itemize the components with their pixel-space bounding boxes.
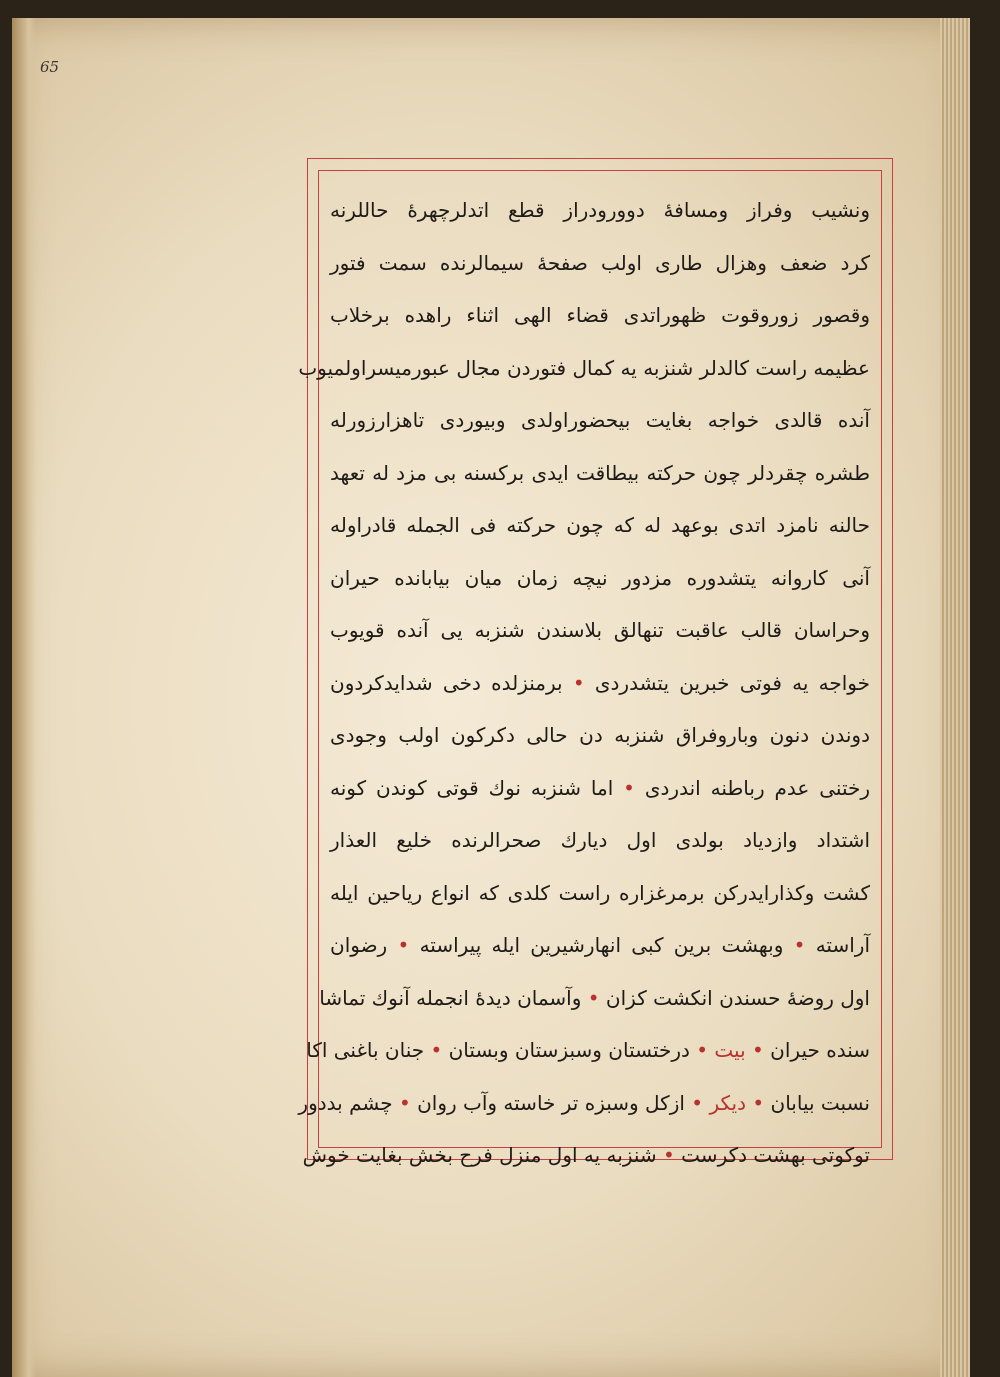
binding-gutter bbox=[12, 18, 36, 1377]
text-line: آنده قالدی خواجه بغایت بیحضوراولدی وبیوردی تاهزارزورله bbox=[330, 408, 870, 432]
text-line: خواجه یه فوتی خبرین یتشدردی • برمنزلده دخی شدایدكردون bbox=[330, 670, 870, 695]
folio-number: 65 bbox=[40, 58, 60, 76]
text-line: وقصور زوروقوت ظهوراتدی قضاء الهی اثناء راهده برخلاب bbox=[330, 303, 870, 327]
text-line: آراسته • وبهشت برین كبی انهارشیرین ایله پیراسته • رضوان bbox=[330, 933, 870, 957]
text-line: اشتداد وازدیاد بولدی اول دیارك صحرالرنده خلیع العذار bbox=[330, 828, 870, 852]
text-line: نسبت بیابان • دیكر • ازكل وسبزه تر خاسته وآب روان • چشم بددور bbox=[298, 1090, 870, 1115]
text-line: كشت وكذارایدركن برمرغزاره راست كلدی كه انواع ریاحین ایله bbox=[330, 880, 870, 905]
text-line: كرد ضعف وهزال طاری اولب صفحهٔ سیمالرنده سمت فتور bbox=[330, 250, 870, 275]
text-line: ونشيب وفراز ومسافهٔ دوورودراز قطع اتدلرچهرهٔ حاللرنه bbox=[330, 198, 870, 222]
text-block bbox=[298, 184, 870, 1182]
text-line: سنده حیران • بیت • درختستان وسبزستان وبستان • جنان باغنی اكا bbox=[306, 1038, 870, 1062]
text-line: آنی كاروانه یتشدوره مزدور نیچه زمان میان بیابانده حیران bbox=[330, 565, 870, 590]
text-line: دوندن دنون وباروفراق شنزبه دن حالی دكركون اولب وجودی bbox=[330, 723, 870, 747]
text-line: رختنی عدم رباطنه اندردی • اما شنزبه نوك قوتی كوندن كونه bbox=[330, 775, 870, 800]
text-line: توكوتی بهشت دكرست • شنزبه یه اول منزل فرح بخش بغایت خوش bbox=[302, 1143, 870, 1167]
text-line: طشره چقردلر چون حركته بیطاقت ایدی بركسنه بی مزد له تعهد bbox=[330, 460, 870, 485]
text-line: حالنه نامزد اتدی بوعهد له كه چون حركته فی الجمله قادراوله bbox=[330, 513, 870, 537]
text-line: اول روضهٔ حسندن انكشت كزان • وآسمان دیدهٔ انجمله آنوك تماشا bbox=[319, 985, 870, 1010]
page-edges bbox=[940, 18, 970, 1377]
text-line: عظیمه راست كالدلر شنزبه یه كمال فتوردن مجال عبورمیسراولمیوب bbox=[298, 355, 870, 380]
text-line: وحراسان قالب عاقبت تنهالق بلاسندن شنزبه یی آنده قویوب bbox=[330, 618, 870, 642]
